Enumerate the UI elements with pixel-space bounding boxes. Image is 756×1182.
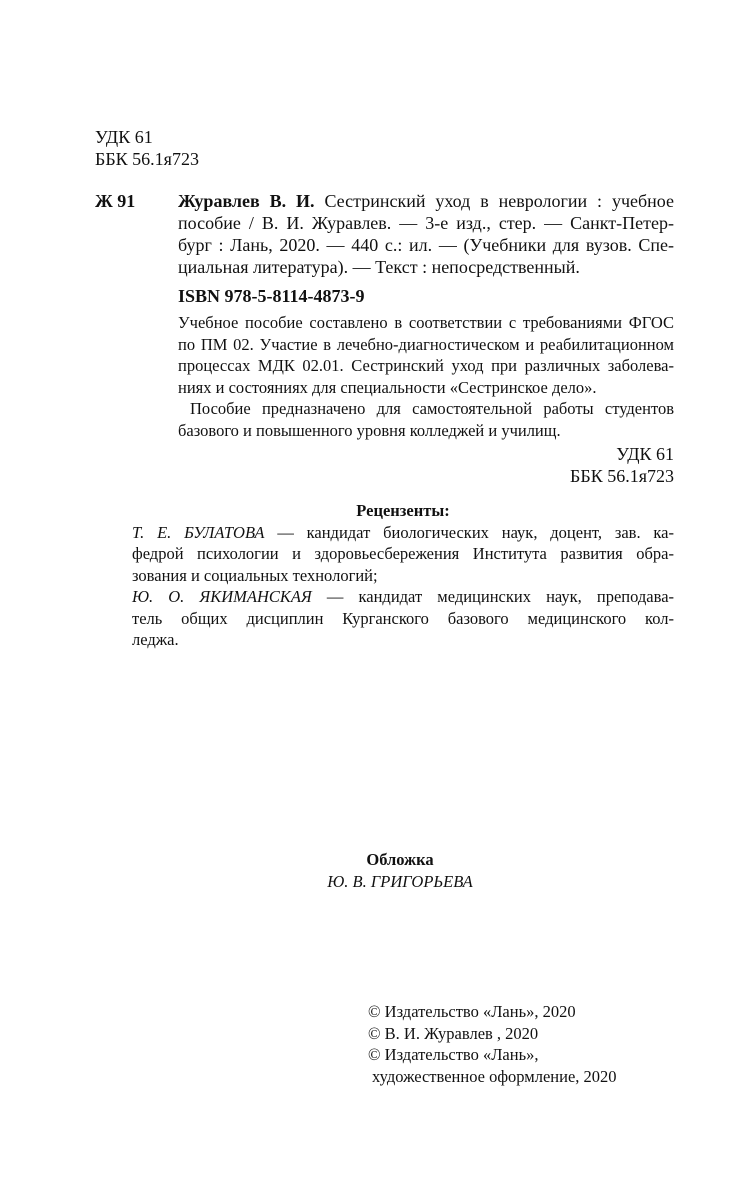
reviewers-heading: Рецензенты: <box>356 501 450 520</box>
copyright-1: © Издательство «Лань», 2020 <box>368 1002 576 1021</box>
copyright-block <box>368 1001 674 1087</box>
annotation-p1-line-3: процессах МДК 02.01. Сестринский уход при различных заболева- <box>178 356 674 375</box>
cover-designer: Ю. В. ГРИГОРЬЕВА <box>327 871 473 891</box>
reviewer-1-line-3: зования и социальных технологий; <box>132 565 378 585</box>
isbn: ISBN 978-5-8114-4873-9 <box>178 286 365 306</box>
annotation-p1-line-2: по ПМ 02. Участие в лечебно-диагностическом и реабилитационном <box>178 334 674 354</box>
bbk-code-right: ББК 56.1я723 <box>570 466 674 486</box>
citation-title: Сестринский уход в неврологии : учебное <box>324 191 674 211</box>
copyright-3: © Издательство «Лань», <box>368 1045 539 1064</box>
citation-line-3: бург : Лань, 2020. — 440 с.: ил. — (Учебники для вузов. Спе- <box>178 235 674 255</box>
citation-line-2: пособие / В. И. Журавлев. — 3-е изд., стер. — Санкт-Петер- <box>178 213 674 233</box>
cover-block <box>200 849 600 892</box>
annotation-block <box>178 312 674 441</box>
citation-line-4: циальная литература). — Текст : непосредственный. <box>178 257 580 277</box>
reviewer-2-line-2: тель общих дисциплин Курганского базового медицинского кол- <box>132 608 674 628</box>
reviewer-1-desc: — кандидат биологических наук, доцент, зав. ка- <box>264 522 674 542</box>
reviewer-2-desc: — кандидат медицинских наук, преподава- <box>311 587 675 606</box>
classification-right-block <box>400 443 674 487</box>
annotation-p2-line-2: базового и повышенного уровня колледжей и училищ. <box>178 420 561 440</box>
copyright-2: © В. И. Журавлев , 2020 <box>368 1023 539 1043</box>
classification-block <box>95 126 199 170</box>
reviewer-1-line-1 <box>132 522 674 544</box>
copyright-3-continued: художественное оформление, 2020 <box>372 1066 617 1086</box>
annotation-p1-line-1: Учебное пособие составлено в соответствии с требованиями ФГОС <box>178 313 674 332</box>
bbk-code: ББК 56.1я723 <box>95 149 199 169</box>
citation-block <box>178 190 674 278</box>
reviewer-2-line-1 <box>132 586 674 608</box>
reviewer-2-name: Ю. О. ЯКИМАНСКАЯ <box>132 587 312 606</box>
cover-heading: Обложка <box>366 850 434 869</box>
udk-code-right: УДК 61 <box>616 444 674 464</box>
reviewer-1-name: Т. Е. БУЛАТОВА <box>132 522 265 542</box>
udk-code: УДК 61 <box>95 127 153 147</box>
citation-author: Журавлев В. И. <box>178 191 315 211</box>
reviewer-2-line-3: леджа. <box>132 630 179 649</box>
citation-line-1 <box>178 190 674 212</box>
author-mark: Ж 91 <box>95 191 136 211</box>
annotation-p2-line-1: Пособие предназначено для самостоятельной работы студентов <box>190 399 674 418</box>
reviewers-block <box>132 500 674 651</box>
annotation-p1-line-4: ниях и состояниях для специальности «Сестринское дело». <box>178 377 597 397</box>
reviewer-1-line-2: федрой психологии и здоровьесбережения Института развития обра- <box>132 544 674 563</box>
